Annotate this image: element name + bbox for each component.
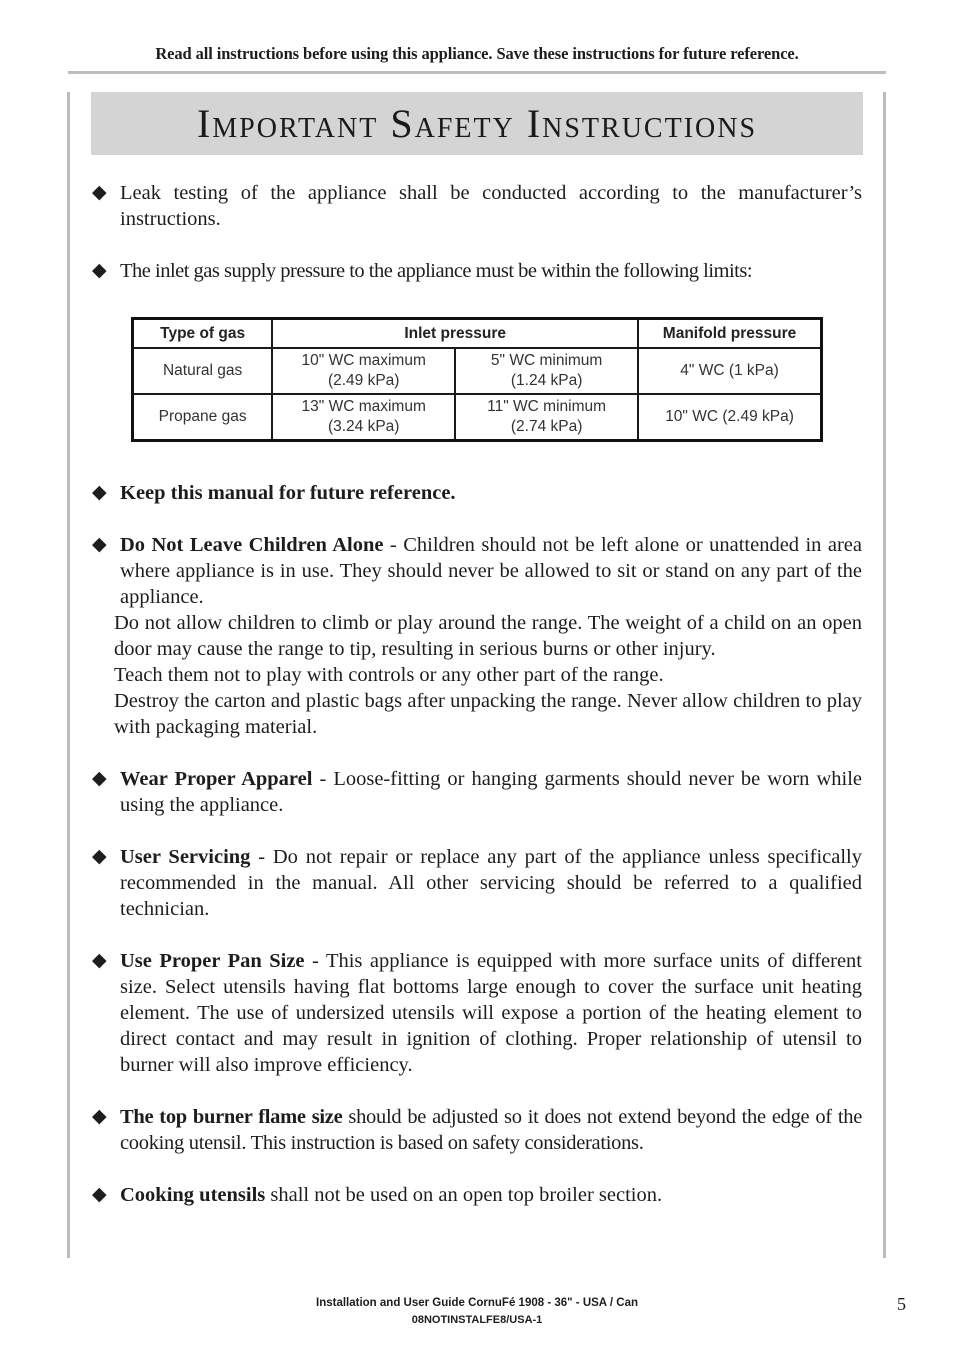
inlet-max-value: 13" WC maximum: [301, 398, 426, 415]
item-bold: Wear Proper Apparel: [120, 768, 313, 790]
diamond-bullet-icon: ◆: [92, 482, 107, 503]
gas-pressure-table: [131, 317, 823, 442]
children-paragraph-3: Destroy the carton and plastic bags after unpacking the range. Never allow children to play with packaging material.: [114, 690, 862, 738]
item-text: should be adjusted so it does not extend beyond the edge of the cooking utensil. This instruction is based on safety considerations.: [120, 1106, 862, 1154]
header-note: Read all instructions before using this appliance. Save these instructions for future reference.: [155, 44, 799, 63]
cell-gas-type: Natural gas: [133, 348, 273, 394]
table-row: [133, 394, 822, 441]
header-divider: [68, 71, 886, 74]
item-bold: Keep this manual for future reference.: [120, 482, 456, 504]
item-bold: Use Proper Pan Size: [120, 950, 305, 972]
header-type-of-gas: Type of gas: [133, 319, 273, 349]
frame-right-rule: [883, 92, 886, 1258]
cell-inlet-maximum: [272, 394, 455, 441]
diamond-bullet-icon: ◆: [92, 182, 107, 203]
inlet-min-value: 5" WC minimum: [490, 352, 603, 369]
cell-manifold: 10" WC (2.49 kPa): [638, 394, 821, 441]
item-flame-size: [92, 1104, 862, 1156]
page-number: 5: [897, 1294, 906, 1314]
item-apparel: [92, 766, 862, 818]
footer-guide-title: Installation and User Guide CornuFé 1908 - 36" - USA / Can: [316, 1297, 638, 1309]
inlet-min-kpa: (1.24 kPa): [510, 372, 583, 389]
diamond-bullet-icon: ◆: [92, 1184, 107, 1205]
table-row: [133, 348, 822, 394]
diamond-bullet-icon: ◆: [92, 768, 107, 789]
item-cooking-utensils: [92, 1182, 862, 1208]
cell-inlet-minimum: [455, 348, 638, 394]
inlet-max-value: 10" WC maximum: [301, 352, 426, 369]
item-text: - Do not repair or replace any part of the appliance unless specifically recommended in the manual. All other servicing should be referred to a qualified technician.: [120, 846, 862, 920]
diamond-bullet-icon: ◆: [92, 846, 107, 867]
frame-left-rule: [67, 92, 70, 1258]
diamond-bullet-icon: ◆: [92, 950, 107, 971]
diamond-bullet-icon: ◆: [92, 1106, 107, 1127]
item-text: - This appliance is equipped with more surface units of different size. Select utensils having flat bottoms large enough to cover the surface unit heating element. The use of undersized utensils will expose a portion of the heating element to direct contact and may result in ignition of clothing. Proper relationship of utensil to burner will also improve efficiency.: [120, 950, 862, 1076]
header-inlet-pressure: Inlet pressure: [272, 319, 638, 349]
item-bold: Do Not Leave Children Alone: [120, 534, 384, 556]
inlet-max-kpa: (2.49 kPa): [327, 372, 400, 389]
cell-inlet-minimum: [455, 394, 638, 441]
cell-manifold: 4" WC (1 kPa): [638, 348, 821, 394]
title-bar: [91, 92, 863, 155]
item-text: - Loose-fitting or hanging garments should never be worn while using the appliance.: [120, 768, 862, 816]
item-text: - Children should not be left alone or unattended in area where appliance is in use. They should never be allowed to sit or stand on any part of the appliance.: [120, 534, 863, 608]
item-text: shall not be used on an open top broiler section.: [265, 1184, 663, 1206]
diamond-bullet-icon: ◆: [92, 534, 107, 555]
item-bold: Cooking utensils: [120, 1184, 266, 1206]
item-bold: User Servicing: [120, 846, 251, 868]
item-leak-testing: [92, 180, 862, 232]
item-text: Leak testing of the appliance shall be conducted according to the manufacturer’s instructions.: [120, 182, 862, 230]
footer-document-code: 08NOTINSTALFE8/USA-1: [411, 1314, 543, 1326]
table-header-row: [133, 319, 822, 349]
children-paragraph-2: Teach them not to play with controls or any other part of the range.: [114, 664, 664, 686]
item-pan-size: [92, 948, 862, 1078]
item-children: [92, 532, 862, 610]
item-inlet-pressure: [92, 258, 862, 284]
item-text: The inlet gas supply pressure to the appliance must be within the following limits:: [120, 260, 753, 282]
item-bold: The top burner flame size: [120, 1106, 343, 1128]
header-manifold-pressure: Manifold pressure: [638, 319, 821, 349]
cell-gas-type: Propane gas: [133, 394, 273, 441]
children-paragraph-1: Do not allow children to climb or play around the range. The weight of a child on an open door may cause the range to tip, resulting in serious burns or other injury.: [114, 612, 862, 660]
page-title: Important Safety Instructions: [196, 101, 758, 146]
item-servicing: [92, 844, 862, 922]
inlet-min-value: 11" WC minimum: [487, 398, 607, 415]
item-keep-manual: [92, 480, 862, 506]
cell-inlet-maximum: [272, 348, 455, 394]
diamond-bullet-icon: ◆: [92, 260, 107, 281]
inlet-max-kpa: (3.24 kPa): [327, 418, 400, 435]
inlet-min-kpa: (2.74 kPa): [510, 418, 583, 435]
